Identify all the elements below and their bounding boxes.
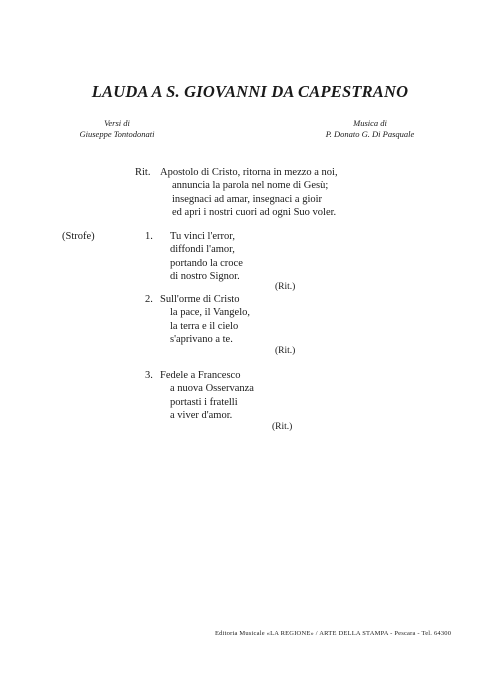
refrain-line: Apostolo di Cristo, ritorna in mezzo a noi, xyxy=(160,167,338,178)
lyrics-credit-label: Versi di xyxy=(104,118,130,128)
refrain-mark: (Rit.) xyxy=(275,346,296,356)
publisher-footer: Editoria Musicale «LA REGIONE» / ARTE DELLA STAMPA - Pescara - Tel. 64300 xyxy=(215,630,452,637)
refrain-block xyxy=(160,166,338,220)
page-title: LAUDA A S. GIOVANNI DA CAPESTRANO xyxy=(91,82,409,101)
refrain-label: Rit. xyxy=(135,167,151,178)
stanza-line: Fedele a Francesco xyxy=(160,370,241,381)
refrain-line: ed apri i nostri cuori ad ogni Suo voler. xyxy=(172,207,337,219)
refrain-line: annuncia la parola nel nome di Gesù; xyxy=(172,180,329,192)
lyrics-credit-name: Giuseppe Tontodonati xyxy=(79,129,155,139)
stanza-number: 1. xyxy=(145,231,153,242)
stanza-line: la pace, il Vangelo, xyxy=(170,307,250,319)
stanza-line: portasti i fratelli xyxy=(170,396,238,408)
stanza-line: a nuova Osservanza xyxy=(170,383,254,395)
music-credit xyxy=(305,118,435,140)
stanza-line: s'aprivano a te. xyxy=(170,334,233,346)
refrain-mark: (Rit.) xyxy=(272,422,293,432)
stanza-2 xyxy=(160,293,250,347)
stanza-3 xyxy=(160,369,254,423)
strophes-label: (Strofe) xyxy=(62,231,95,242)
stanza-line: Sull'orme di Cristo xyxy=(160,294,240,305)
refrain-line: insegnaci ad amar, insegnaci a gioir xyxy=(172,193,323,205)
stanza-number: 3. xyxy=(145,370,153,381)
music-credit-name: P. Donato G. Di Pasquale xyxy=(325,129,415,139)
music-credit-label: Musica di xyxy=(353,118,387,128)
stanza-line: portando la croce xyxy=(170,257,243,269)
stanza-number: 2. xyxy=(145,294,153,305)
stanza-line: a viver d'amor. xyxy=(170,410,233,422)
refrain-mark: (Rit.) xyxy=(275,282,296,292)
stanza-1 xyxy=(170,230,243,284)
stanza-line: di nostro Signor. xyxy=(170,271,240,283)
stanza-line: Tu vinci l'error, xyxy=(170,231,235,242)
lyrics-credit xyxy=(62,118,172,140)
stanza-line: diffondi l'amor, xyxy=(170,244,235,256)
stanza-line: la terra e il cielo xyxy=(170,320,239,332)
